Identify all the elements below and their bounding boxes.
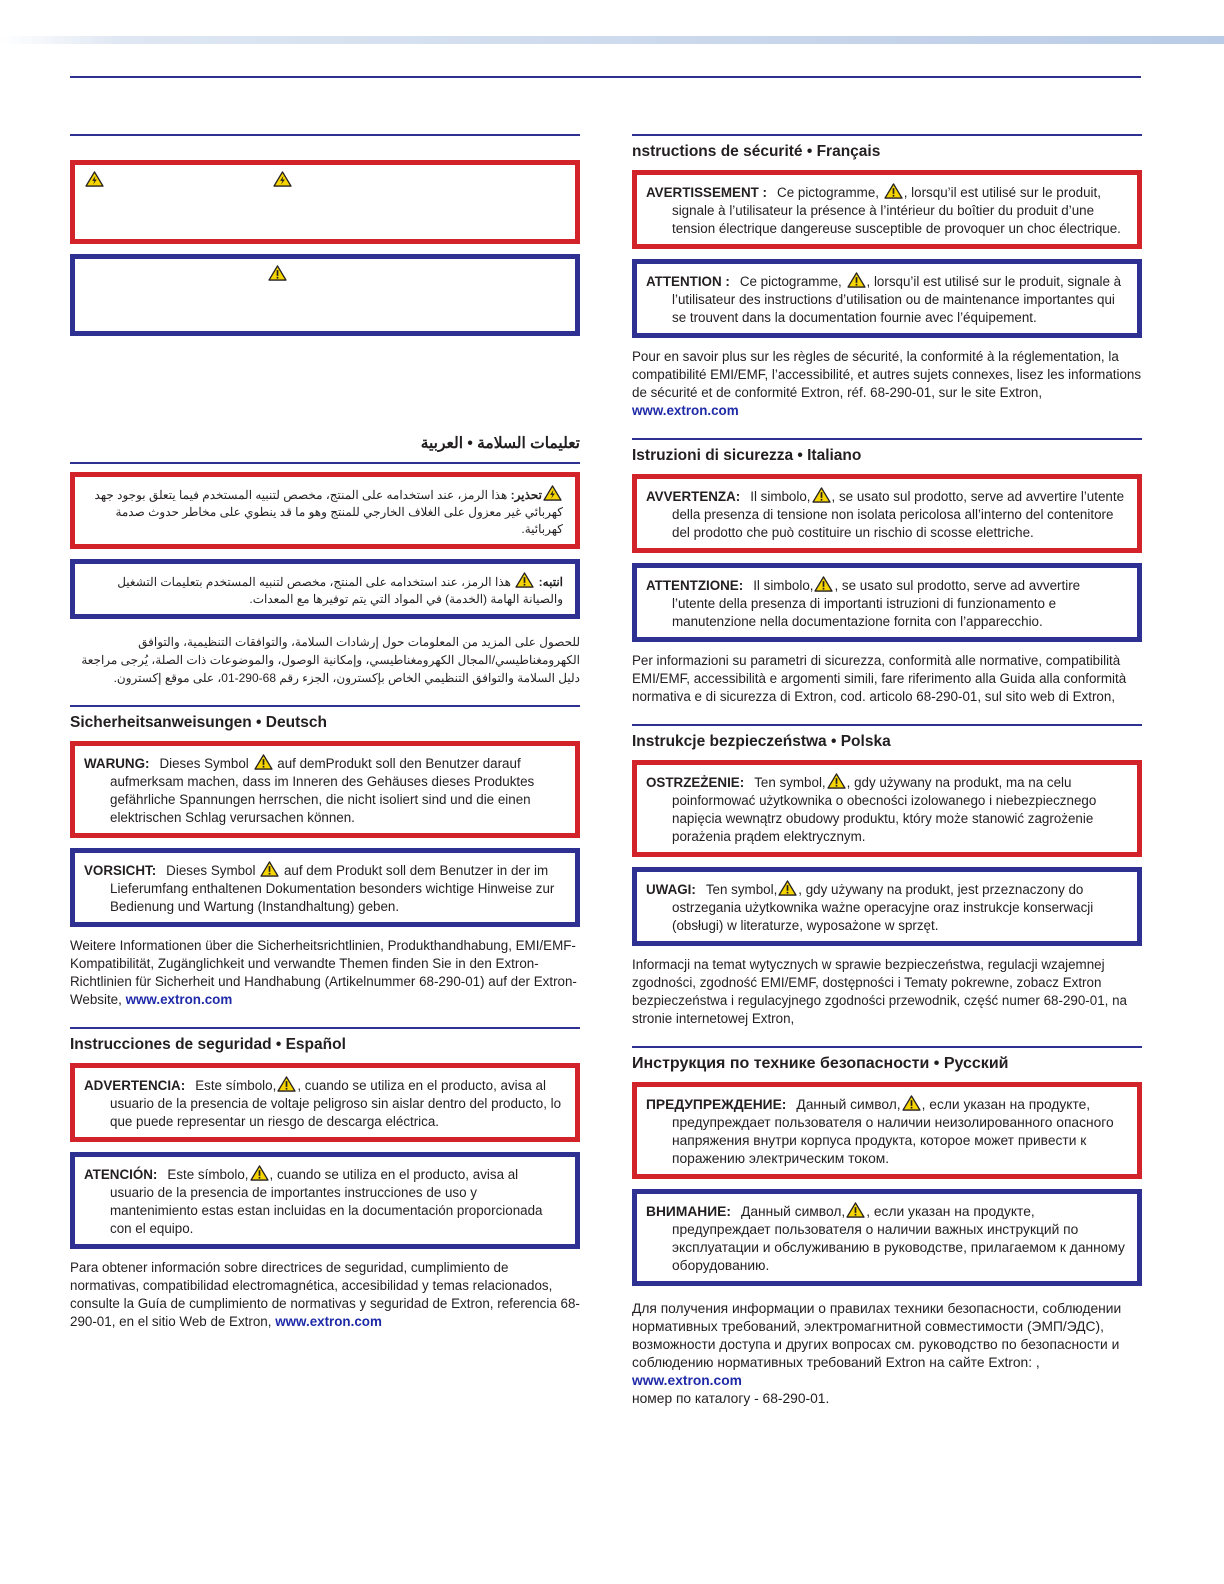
caution-text-start: Ten symbol, <box>705 882 778 897</box>
caution-box <box>70 254 580 336</box>
warning-text: , если указан на продукте, предупреждает пользователя о наличии неизолированного опасного напряжения внутри корпуса продукта, которое может привести к поражению электрическим током. <box>672 1097 1114 1166</box>
warning-text: , cuando se utiliza en el producto, avisa al usuario de la presencia de voltaje peligroso sin aislar dentro del producto, lo que puede representar un riesgo de descarga eléctrica. <box>110 1078 562 1129</box>
section-rule <box>632 1046 1142 1048</box>
warning-text-start: Dieses Symbol <box>159 756 249 771</box>
warning-box <box>632 1082 1142 1179</box>
caution-triangle-icon <box>847 272 866 288</box>
caution-triangle-icon <box>814 576 833 592</box>
caution-triangle-icon <box>260 861 279 877</box>
caution-text: , lorsqu’il est utilisé sur le produit, signale à l’utilisateur des instructions d’utilisation ou de maintenance importantes qui se trouvent dans la documentation fournie avec l’équipement. <box>672 274 1122 325</box>
caution-label: VORSICHT: <box>84 863 157 878</box>
header-rule <box>70 76 1141 78</box>
extron-link[interactable]: www.extron.com <box>125 992 233 1007</box>
caution-text-start: Dieses Symbol <box>166 863 256 878</box>
section-english <box>70 134 580 428</box>
caution-box <box>70 559 580 619</box>
right-column <box>632 134 1142 1426</box>
caution-box <box>70 1152 580 1249</box>
info-note: Informacji na temat wytycznych w sprawie bezpieczeństwa, regulacji wzajemnej zgodności, zgodność EMI/EMF, dostępności i Tematy pokrewne, zobacz Extron bezpieczeństwa i regulacyjnego zgodności przewodnik, część numer 68-290-01, na stronie internetowej Extron, <box>632 957 1127 1026</box>
caution-triangle-icon <box>250 1165 269 1181</box>
info-note <box>70 937 580 1009</box>
caution-triangle-icon <box>827 773 846 789</box>
warning-box <box>70 1063 580 1142</box>
section-rule <box>632 134 1142 136</box>
extron-link[interactable]: www.extron.com <box>632 403 739 418</box>
info-note-text: Для получения информации о правилах техники безопасности, соблюдении нормативных требований, электромагнитной совместимости (ЭМП/ЭДС), возможности доступа и других вопросах см. руководство по безопасности и соблюдению нормативных требований Extron на сайте Extron: , <box>632 1301 1122 1370</box>
section-rule <box>70 1027 580 1029</box>
lightning-warning-icon <box>85 171 104 187</box>
caution-text-start: Ce pictogramme, <box>739 274 842 289</box>
caution-triangle-icon <box>812 487 831 503</box>
info-note <box>632 1300 1142 1408</box>
caution-triangle-icon <box>268 265 287 281</box>
section-rule <box>632 724 1142 726</box>
caution-triangle-icon <box>902 1095 921 1111</box>
caution-triangle-icon <box>254 754 273 770</box>
caution-triangle-icon <box>846 1202 865 1218</box>
warning-text: هذا الرمز، عند استخدامه على المنتج، مخصص لتنبيه المستخدم فيما يتعلق بوجود جهد كهربائي غير معزول على الغلاف الخارجي للمنتج وهو ما قد ينطوي على مخاطر حدوث صدمة كهربائية. <box>94 488 563 536</box>
section-german <box>70 705 580 1009</box>
section-rule <box>70 705 580 707</box>
section-title: تعليمات السلامة • العربية <box>420 435 580 452</box>
info-note <box>632 348 1142 420</box>
section-title: Instrucciones de seguridad • Español <box>70 1036 346 1053</box>
warning-box <box>70 472 580 549</box>
extron-link[interactable]: www.extron.com <box>275 1314 382 1329</box>
warning-text: , se usato sul prodotto, serve ad avvertire l’utente della presenza di tensione non isolata pericolosa all’interno del contenitore del prodotto che può costituire un rischio di scosse elettriche. <box>672 489 1125 540</box>
caution-box <box>70 848 580 927</box>
section-title: Instrukcje bezpieczeństwa • Polska <box>632 733 891 750</box>
warning-box <box>632 474 1142 553</box>
caution-text: auf dem Produkt soll dem Benutzer in der im Lieferumfang enthaltenen Dokumentation besonders wichtige Hinweise zur Bedienung und Wartung (Instandhaltung) geben. <box>110 863 555 914</box>
catalog-number-text: номер по каталогу - 68-290-01. <box>632 1391 830 1406</box>
caution-label: ATENCIÓN: <box>84 1167 158 1182</box>
section-title: nstructions de sécurité • Français <box>632 143 881 160</box>
section-russian <box>632 1046 1142 1408</box>
info-note: Per informazioni su parametri di sicurezza, conformità alle normative, compatibilità EMI/EMF, accessibilità e argomenti simili, fare riferimento alla Guida alla conformità normativa e di sicurezza di Extron, cod. articolo 68-290-01, sul sito web di Extron, <box>632 653 1127 704</box>
warning-text: , lorsqu’il est utilisé sur le produit, signale à l’utilisateur la présence à l’intérieur du boîtier du produit d’une tension électrique dangereuse susceptible de provoquer un choc électrique. <box>672 185 1121 236</box>
caution-label: UWAGI: <box>646 882 696 897</box>
section-polish <box>632 724 1142 1028</box>
warning-text-start: Il simbolo, <box>750 489 811 504</box>
caution-label: ATTENTION : <box>646 274 730 289</box>
info-note-text: Pour en savoir plus sur les règles de sécurité, la conformité à la réglementation, la compatibilité EMI/EMF, l’accessibilité, et autres sujets connexes, lisez les informations de sécurité et de conformité Extron, réf. 68-290-01, sur le site Extron, <box>632 349 1142 400</box>
caution-triangle-icon <box>515 572 534 588</box>
section-italian <box>632 438 1142 706</box>
header-gradient-bar <box>0 36 1224 44</box>
caution-box <box>632 259 1142 338</box>
info-note-text: Para obtener información sobre directrices de seguridad, cumplimiento de normativas, compatibilidad electromagnética, accesibilidad y temas relacionados, consulte la Guía de cumplimiento de normativas y seguridad de Extron, referencia 68-290-01, en el sitio Web de Extron, <box>70 1260 580 1329</box>
caution-box <box>632 563 1142 642</box>
section-title: Инструкция по технике безопасности • Русский <box>632 1055 1009 1072</box>
lightning-warning-icon <box>543 485 562 501</box>
warning-box <box>70 741 580 838</box>
caution-label: ATTENTZIONE: <box>646 578 744 593</box>
section-arabic <box>70 434 580 687</box>
caution-text-start: Il simbolo, <box>753 578 814 593</box>
warning-text-start: Ce pictogramme, <box>777 185 879 200</box>
section-spanish <box>70 1027 580 1331</box>
warning-text: auf demProdukt soll den Benutzer darauf aufmerksam machen, dass im Inneren des Gehäuses dieses Produktes gefährliche Spannungen herrschen, die nicht isoliert sind und die einen elektrischen Schlag verursachen können. <box>110 756 535 825</box>
warning-box <box>70 160 580 244</box>
warning-label: ПРЕДУПРЕЖДЕНИЕ: <box>646 1097 787 1112</box>
caution-box <box>632 867 1142 946</box>
section-title: Sicherheitsanweisungen • Deutsch <box>70 714 327 731</box>
warning-text-start: Ten symbol, <box>754 775 826 790</box>
warning-text: , gdy używany na produkt, ma na celu poinformować użytkownika o obecności izolowanego i niebezpiecznego napięcia wewnątrz obudowy produktu, który może stanowić zagrożenie porażenia prądem elektrycznym. <box>672 775 1097 844</box>
caution-text: , gdy używany na produkt, jest przeznaczony do ostrzegania użytkownika ważne operacyjne oraz instrukcje konserwacji (obsługi) w literaturze, wyposażone w sprzęt. <box>672 882 1094 933</box>
caution-box <box>632 1189 1142 1286</box>
warning-box <box>632 760 1142 857</box>
caution-triangle-icon <box>884 183 903 199</box>
caution-label: انتبه: <box>538 575 563 589</box>
caution-text: , если указан на продукте, предупреждает пользователя о наличии важных инструкций по эксплуатации и обслуживанию в руководстве, прилагаемом к данному оборудованию. <box>672 1204 1125 1273</box>
section-title: Istruzioni di sicurezza • Italiano <box>632 447 862 464</box>
caution-text: , se usato sul prodotto, serve ad avvertire l’utente della presenza di importanti istruzioni di funzionamento e manutenzione nella documentazione fornita con l’apparecchio. <box>672 578 1081 629</box>
info-note: للحصول على المزيد من المعلومات حول إرشادات السلامة، والتوافقات التنظيمية، والتوافق الكهرومغناطيسي/المجال الكهرومغناطيسي، وإمكانية الوصول، والموضوعات ذات الصلة، يُرجى مراجعة دليل السلامة والتوافق التنظيمي الخاص بإكسترون، الجزء رقم 68-290-01، على موقع إكسترون. <box>81 635 580 685</box>
warning-box <box>632 170 1142 249</box>
section-rule <box>70 462 580 464</box>
caution-triangle-icon <box>277 1076 296 1092</box>
extron-link[interactable]: www.extron.com <box>632 1373 742 1388</box>
caution-triangle-icon <box>778 880 797 896</box>
section-french <box>632 134 1142 420</box>
caution-text: , cuando se utiliza en el producto, avisa al usuario de la presencia de importantes instrucciones de uso y mantenimiento estas estan incluidas en la documentación proporcionada con el equipo. <box>110 1167 543 1236</box>
warning-label: تحذير: <box>510 488 542 502</box>
warning-text-start: Данный символ, <box>796 1097 901 1112</box>
caution-label: ВНИМАНИЕ: <box>646 1204 731 1219</box>
info-note <box>70 1259 580 1331</box>
warning-label: AVVERTENZA: <box>646 489 741 504</box>
warning-label: ADVERTENCIA: <box>84 1078 186 1093</box>
lightning-warning-icon <box>273 171 292 187</box>
warning-label: AVERTISSEMENT : <box>646 185 768 200</box>
warning-label: WARUNG: <box>84 756 150 771</box>
caution-text-start: Este símbolo, <box>167 1167 249 1182</box>
left-column <box>70 134 580 1349</box>
info-note-text: Weitere Informationen über die Sicherheitsrichtlinien, Produkthandhabung, EMI/EMF-Kompatibilität, Zugänglichkeit und verwandte Themen finden Sie in den Extron-Richtlinien für Sicherheit und Handhabung (Artikelnummer 68-290-01) auf der Extron-Website, <box>70 938 577 1007</box>
warning-text-start: Este símbolo, <box>195 1078 277 1093</box>
caution-text-start: Данный символ, <box>740 1204 846 1219</box>
warning-label: OSTRZEŻENIE: <box>646 775 745 790</box>
section-rule <box>632 438 1142 440</box>
caution-text: هذا الرمز، عند استخدامه على المنتج، مخصص لتنبيه المستخدم بتعليمات التشغيل والصيانة الهامة (الخدمة) في المواد التي يتم توفيرها مع المعدات. <box>117 575 563 606</box>
